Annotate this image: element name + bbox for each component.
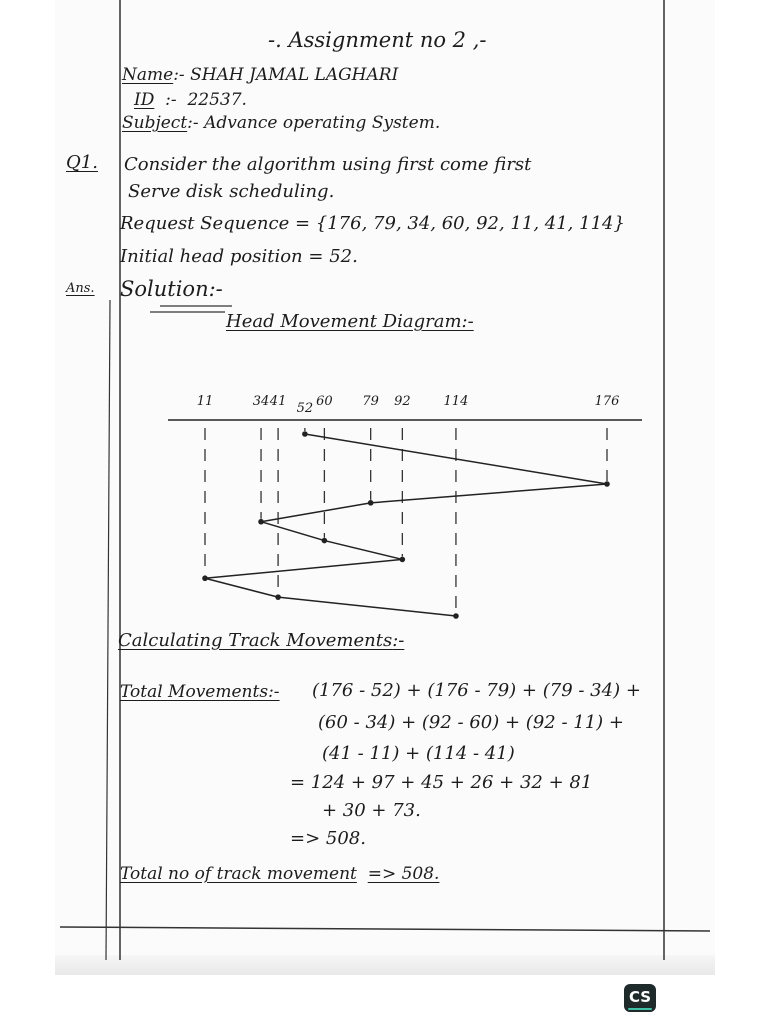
movement-176-to-79 xyxy=(371,484,607,503)
result-line: => 508. xyxy=(290,828,366,849)
head-position-92 xyxy=(400,557,406,563)
movement-34-to-60 xyxy=(261,522,324,541)
track-label-79: 79 xyxy=(362,394,379,409)
subject-label: Subject xyxy=(122,113,188,133)
head-position-11 xyxy=(202,575,208,581)
assignment-title: -. Assignment no 2 ,- xyxy=(268,28,487,52)
movement-92-to-11 xyxy=(205,559,402,578)
head-value: 52. xyxy=(329,246,358,267)
head-position-60 xyxy=(322,538,328,544)
expression-line-3: (41 - 11) + (114 - 41) xyxy=(322,743,515,764)
request-label: Request Sequence xyxy=(120,213,290,234)
question-line-2: Serve disk scheduling. xyxy=(128,181,335,202)
expression-line-1: (176 - 52) + (176 - 79) + (79 - 34) + xyxy=(312,680,641,701)
solution-heading: Solution:- xyxy=(120,277,223,301)
subject-line: Subject:- Advance operating System. xyxy=(122,113,441,133)
sum-line-1: = 124 + 97 + 45 + 26 + 32 + 81 xyxy=(290,772,593,793)
final-answer xyxy=(120,866,439,883)
track-label-52: 52 xyxy=(296,401,314,416)
track-label-41: 41 xyxy=(269,394,287,409)
track-label-11: 11 xyxy=(196,394,214,409)
track-label-60: 60 xyxy=(316,394,333,409)
head-position-79 xyxy=(368,500,374,506)
subject-value: Advance operating System. xyxy=(204,113,441,133)
head-position-41 xyxy=(275,594,281,600)
head-position-176 xyxy=(604,481,610,487)
total-movements-label: Total Movements:- xyxy=(120,682,280,702)
request-value: {176, 79, 34, 60, 92, 11, 41, 114} xyxy=(315,213,625,234)
track-label-34: 34 xyxy=(252,394,270,409)
head-label: Initial head position xyxy=(120,246,303,267)
movement-41-to-114 xyxy=(278,597,456,616)
final-label: Total no of track movement xyxy=(120,864,357,884)
track-label-114: 114 xyxy=(443,394,469,409)
question-number: Q1. xyxy=(66,152,98,173)
id-label: ID xyxy=(134,90,155,110)
sum-line-2: + 30 + 73. xyxy=(322,800,421,821)
name-label: Name xyxy=(122,65,174,85)
movement-11-to-41 xyxy=(205,578,278,597)
answer-label: Ans. xyxy=(66,281,95,296)
question-line-1: Consider the algorithm using first come first xyxy=(124,154,532,175)
head-position-52 xyxy=(302,431,308,437)
movement-60-to-92 xyxy=(324,541,402,560)
id-line: ID :- 22537. xyxy=(134,90,247,110)
diagram-heading: Head Movement Diagram:- xyxy=(226,311,474,332)
calculation-heading: Calculating Track Movements:- xyxy=(118,630,405,651)
id-value: 22537. xyxy=(187,90,247,110)
initial-head-position: Initial head position = 52. xyxy=(120,246,358,267)
camscanner-logo: CS xyxy=(624,984,656,1012)
name-line: Name:- SHAH JAMAL LAGHARI xyxy=(122,65,399,85)
final-value: => 508. xyxy=(367,864,440,884)
head-position-34 xyxy=(258,519,264,525)
track-label-176: 176 xyxy=(594,394,620,409)
request-sequence: Request Sequence = {176, 79, 34, 60, 92, 11, 41, 114} xyxy=(120,213,625,234)
expression-line-2: (60 - 34) + (92 - 60) + (92 - 11) + xyxy=(318,712,624,733)
name-value: SHAH JAMAL LAGHARI xyxy=(190,65,399,85)
track-label-92: 92 xyxy=(394,394,411,409)
head-position-114 xyxy=(453,613,459,619)
